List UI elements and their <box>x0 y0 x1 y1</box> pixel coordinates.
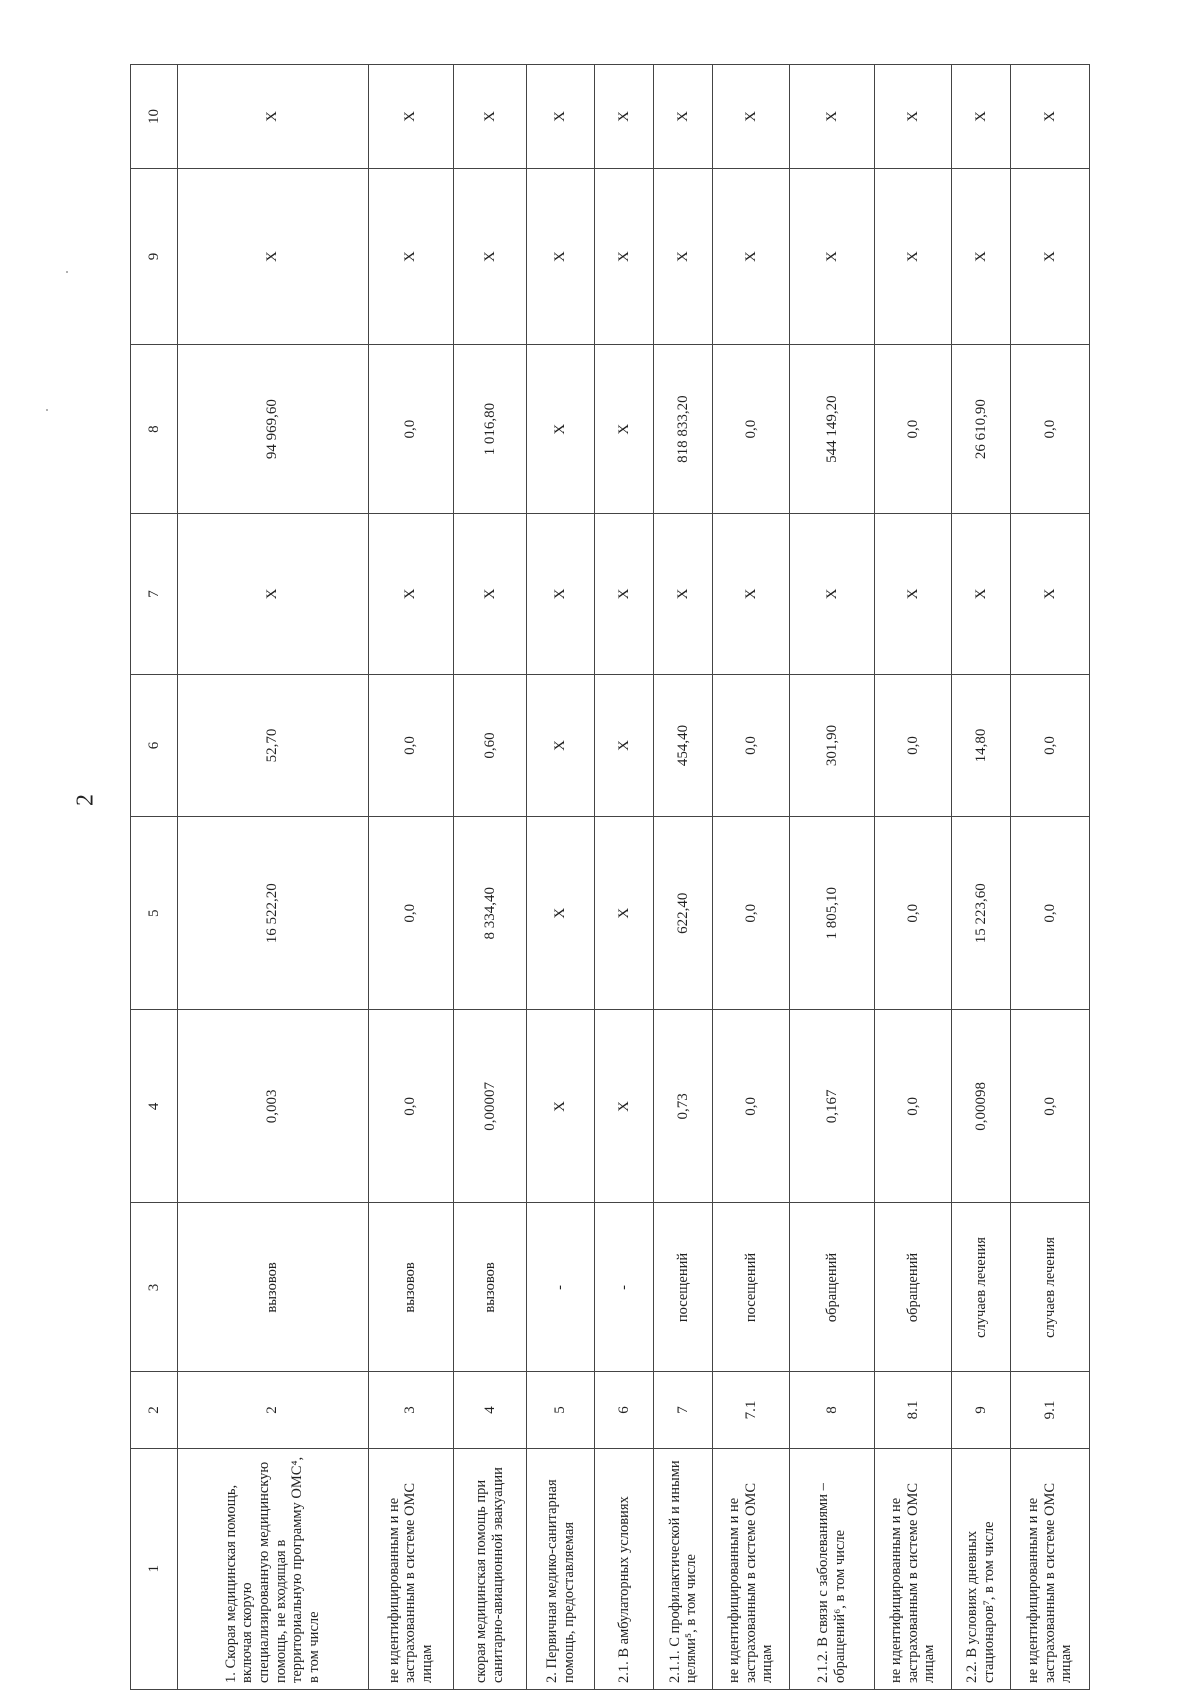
table-cell: X <box>595 65 654 169</box>
table-cell: 0,00007 <box>453 1010 526 1203</box>
table-cell: - <box>595 1203 654 1372</box>
table-cell: X <box>527 514 595 675</box>
table-cell: 14,80 <box>951 674 1010 816</box>
table-cell: 818 833,20 <box>654 345 713 514</box>
table-cell: - <box>527 1203 595 1372</box>
table-body <box>131 65 1090 1690</box>
table-cell: X <box>595 514 654 675</box>
table-cell: 0,0 <box>1011 1010 1090 1203</box>
table-cell: X <box>595 817 654 1010</box>
table-cell: посещений <box>713 1203 790 1372</box>
col-header: 4 <box>131 1010 178 1203</box>
table-cell: 8.1 <box>875 1372 952 1448</box>
table-cell: X <box>527 674 595 816</box>
table-cell: 0,0 <box>1011 345 1090 514</box>
table-cell: X <box>951 168 1010 344</box>
table-row <box>654 65 713 1690</box>
table-cell: обращений <box>789 1203 874 1372</box>
table-cell: 1 016,80 <box>453 345 526 514</box>
table-cell: X <box>789 514 874 675</box>
table-cell: 0,0 <box>875 674 952 816</box>
table-cell: X <box>595 1010 654 1203</box>
col-header: 3 <box>131 1203 178 1372</box>
table-cell: 0,0 <box>1011 817 1090 1010</box>
table-cell: X <box>1011 168 1090 344</box>
table-cell: X <box>527 817 595 1010</box>
table-row <box>453 65 526 1690</box>
table-cell: X <box>527 1010 595 1203</box>
header-row <box>131 65 178 1690</box>
table-cell: не идентифицированным и не застрахованным в системе ОМС лицам <box>713 1448 790 1689</box>
table-cell: 1 805,10 <box>789 817 874 1010</box>
col-header: 5 <box>131 817 178 1010</box>
table-cell: 301,90 <box>789 674 874 816</box>
table-cell: 2.1.2. В связи с заболеваниями – обращений⁶, в том числе <box>789 1448 874 1689</box>
table-row <box>951 65 1010 1690</box>
table-cell: 0,0 <box>368 674 453 816</box>
table-cell: случаев лечения <box>1011 1203 1090 1372</box>
table-cell: скорая медицинская помощь при санитарно-авиационной эвакуации <box>453 1448 526 1689</box>
table-cell: 0,0 <box>713 817 790 1010</box>
table-cell: 8 334,40 <box>453 817 526 1010</box>
table-cell: X <box>453 65 526 169</box>
table-cell: X <box>713 65 790 169</box>
table-cell: 26 610,90 <box>951 345 1010 514</box>
table-cell: X <box>595 345 654 514</box>
table-cell: X <box>713 514 790 675</box>
table-cell: X <box>368 65 453 169</box>
col-header: 1 <box>131 1448 178 1689</box>
table-cell: 0,00098 <box>951 1010 1010 1203</box>
table-cell: 0,0 <box>875 817 952 1010</box>
table-cell: X <box>178 514 368 675</box>
table-cell: 52,70 <box>178 674 368 816</box>
table-row <box>527 65 595 1690</box>
table-cell: вызовов <box>368 1203 453 1372</box>
table-cell: не идентифицированным и не застрахованным в системе ОМС лицам <box>368 1448 453 1689</box>
table-cell: X <box>1011 65 1090 169</box>
scan-speck <box>46 409 48 411</box>
table-cell: 0,0 <box>368 1010 453 1203</box>
table-cell: 7.1 <box>713 1372 790 1448</box>
table-cell: 5 <box>527 1372 595 1448</box>
col-header: 7 <box>131 514 178 675</box>
rotated-table-container <box>130 64 1090 1690</box>
data-table <box>130 64 1090 1690</box>
table-cell: X <box>178 168 368 344</box>
table-cell: 2.2. В условиях дневных стационаров⁷, в том числе <box>951 1448 1010 1689</box>
table-cell: 454,40 <box>654 674 713 816</box>
table-cell: 0,003 <box>178 1010 368 1203</box>
table-cell: X <box>654 168 713 344</box>
table-cell: 15 223,60 <box>951 817 1010 1010</box>
table-cell: 2.1. В амбулаторных условиях <box>595 1448 654 1689</box>
table-cell: X <box>951 65 1010 169</box>
scan-speck <box>66 271 68 273</box>
table-cell: случаев лечения <box>951 1203 1010 1372</box>
table-cell: 0,60 <box>453 674 526 816</box>
table-cell: 8 <box>789 1372 874 1448</box>
table-cell: 16 522,20 <box>178 817 368 1010</box>
table-cell: 4 <box>453 1372 526 1448</box>
table-cell: X <box>527 168 595 344</box>
col-header: 10 <box>131 65 178 169</box>
table-cell: 2.1.1. С профилактической и иными целями⁵, в том числе <box>654 1448 713 1689</box>
table-cell: X <box>789 168 874 344</box>
table-cell: вызовов <box>453 1203 526 1372</box>
table-cell: X <box>453 514 526 675</box>
table-cell: X <box>595 168 654 344</box>
page-number: 2 <box>72 794 99 806</box>
table-cell: X <box>654 514 713 675</box>
table-cell: 0,0 <box>713 345 790 514</box>
table-cell: X <box>1011 514 1090 675</box>
table-cell: 1. Скорая медицинская помощь, включая скорую специализированную медицинскую помощь, не входящая в территориальную программу ОМС⁴, в том числе <box>178 1448 368 1689</box>
table-cell: X <box>527 345 595 514</box>
col-header: 2 <box>131 1372 178 1448</box>
table-cell: 0,0 <box>875 345 952 514</box>
table-row <box>875 65 952 1690</box>
table-cell: не идентифицированным и не застрахованным в системе ОМС лицам <box>875 1448 952 1689</box>
table-cell: X <box>178 65 368 169</box>
table-cell: вызовов <box>178 1203 368 1372</box>
table-cell: обращений <box>875 1203 952 1372</box>
table-cell: X <box>875 514 952 675</box>
table-cell: X <box>368 168 453 344</box>
table-cell: 0,0 <box>368 817 453 1010</box>
table-cell: 6 <box>595 1372 654 1448</box>
table-cell: 0,0 <box>1011 674 1090 816</box>
table-cell: X <box>654 65 713 169</box>
table-cell: 0,0 <box>713 1010 790 1203</box>
col-header: 6 <box>131 674 178 816</box>
table-cell: 544 149,20 <box>789 345 874 514</box>
table-cell: 0,73 <box>654 1010 713 1203</box>
table-row <box>368 65 453 1690</box>
table-cell: X <box>875 65 952 169</box>
table-cell: X <box>951 514 1010 675</box>
table-row <box>178 65 368 1690</box>
table-row <box>595 65 654 1690</box>
table-row <box>789 65 874 1690</box>
table-cell: X <box>713 168 790 344</box>
table-cell: 0,167 <box>789 1010 874 1203</box>
table-cell: X <box>527 65 595 169</box>
table-row <box>1011 65 1090 1690</box>
table-cell: 9.1 <box>1011 1372 1090 1448</box>
table-cell: X <box>453 168 526 344</box>
table-cell: 0,0 <box>875 1010 952 1203</box>
table-cell: X <box>875 168 952 344</box>
table-cell: X <box>789 65 874 169</box>
table-cell: 0,0 <box>713 674 790 816</box>
table-cell: 9 <box>951 1372 1010 1448</box>
table-cell: не идентифицированным и не застрахованным в системе ОМС лицам <box>1011 1448 1090 1689</box>
table-cell: 3 <box>368 1372 453 1448</box>
col-header: 8 <box>131 345 178 514</box>
table-cell: посещений <box>654 1203 713 1372</box>
table-cell: 2 <box>178 1372 368 1448</box>
table-cell: 94 969,60 <box>178 345 368 514</box>
col-header: 9 <box>131 168 178 344</box>
table-cell: 7 <box>654 1372 713 1448</box>
table-cell: X <box>595 674 654 816</box>
table-cell: 622,40 <box>654 817 713 1010</box>
table-cell: X <box>368 514 453 675</box>
table-cell: 2. Первичная медико-санитарная помощь, предоставляемая <box>527 1448 595 1689</box>
table-cell: 0,0 <box>368 345 453 514</box>
table-row <box>713 65 790 1690</box>
